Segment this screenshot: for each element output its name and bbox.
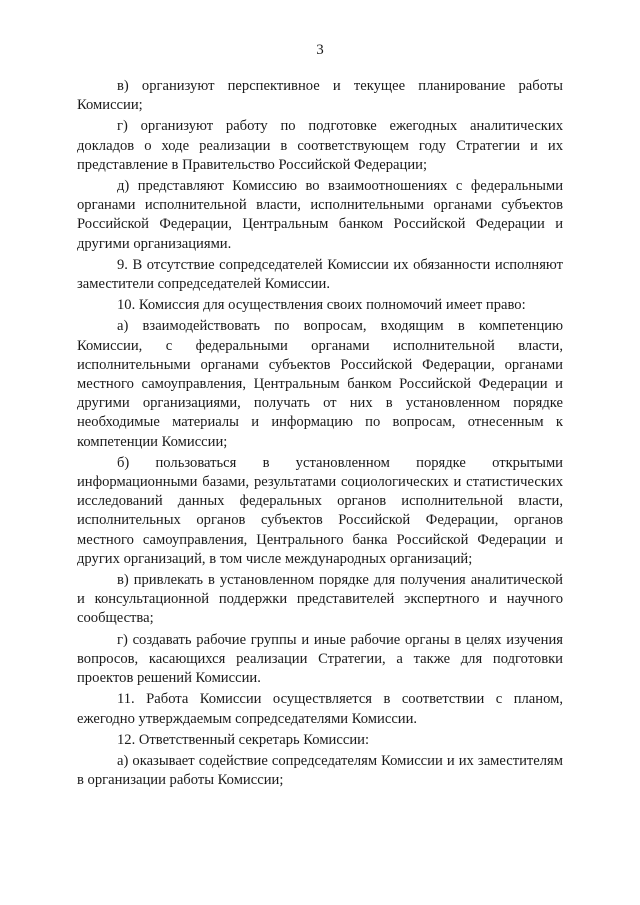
paragraph-a-interact: а) взаимодействовать по вопросам, входящим в компетенцию Комиссии, с федеральными органами исполнительной власти, исполнительными органами субъектов Российской Федерации, органами местного самоуправления, Центральным банком Российской Федерации и другими организациями, получать от них в установленном порядке необходимые материалы и информацию по вопросам, отнесенным к компетенции Комиссии; <box>77 318 563 450</box>
document-body <box>77 77 563 792</box>
page-number: 3 <box>316 42 324 58</box>
paragraph-b-databases: б) пользоваться в установленном порядке открытыми информационными базами, результатами социологических и статистических исследований данных федеральных органов исполнительной власти, исполнительных органов субъектов Российской Федерации, органов местного самоуправления, Центрального банка Российской Федерации и других организаций, в том числе международных организаций; <box>77 454 563 567</box>
paragraph-12-secretary: 12. Ответственный секретарь Комиссии: <box>117 731 369 748</box>
paragraph-10-rights: 10. Комиссия для осуществления своих полномочий имеет право: <box>117 297 526 314</box>
paragraph-d-represent: д) представляют Комиссию во взаимоотношениях с федеральными органами исполнительной власти, исполнительными органами субъектов Российской Федерации, Центральным банком Российской Федерации и другими организациями. <box>77 178 563 252</box>
paragraph-a-assist: а) оказывает содействие сопредседателям Комиссии и их заместителям в организации работы Комиссии; <box>77 752 563 789</box>
paragraph-11-plan: 11. Работа Комиссии осуществляется в соответствии с планом, ежегодно утверждаемым сопредседателями Комиссии. <box>77 691 563 727</box>
paragraph-v-experts: в) привлекать в установленном порядке для получения аналитической и консультационной поддержки представителей экспертного и научного сообщества; <box>77 572 563 627</box>
paragraph-v-planning: в) организуют перспективное и текущее планирование работы Комиссии; <box>77 78 563 114</box>
paragraph-g-working-groups: г) создавать рабочие группы и иные рабочие органы в целях изучения вопросов, касающихся реализации Стратегии, а также для подготовки проектов решений Комиссии. <box>77 631 563 687</box>
paragraph-g-reports: г) организуют работу по подготовке ежегодных аналитических докладов о ходе реализации в соответствующем году Стратегии и их представление в Правительство Российской Федерации; <box>77 118 563 173</box>
paragraph-9-absence: 9. В отсутствие сопредседателей Комиссии их обязанности исполняют заместители сопредседателей Комиссии. <box>77 256 563 293</box>
